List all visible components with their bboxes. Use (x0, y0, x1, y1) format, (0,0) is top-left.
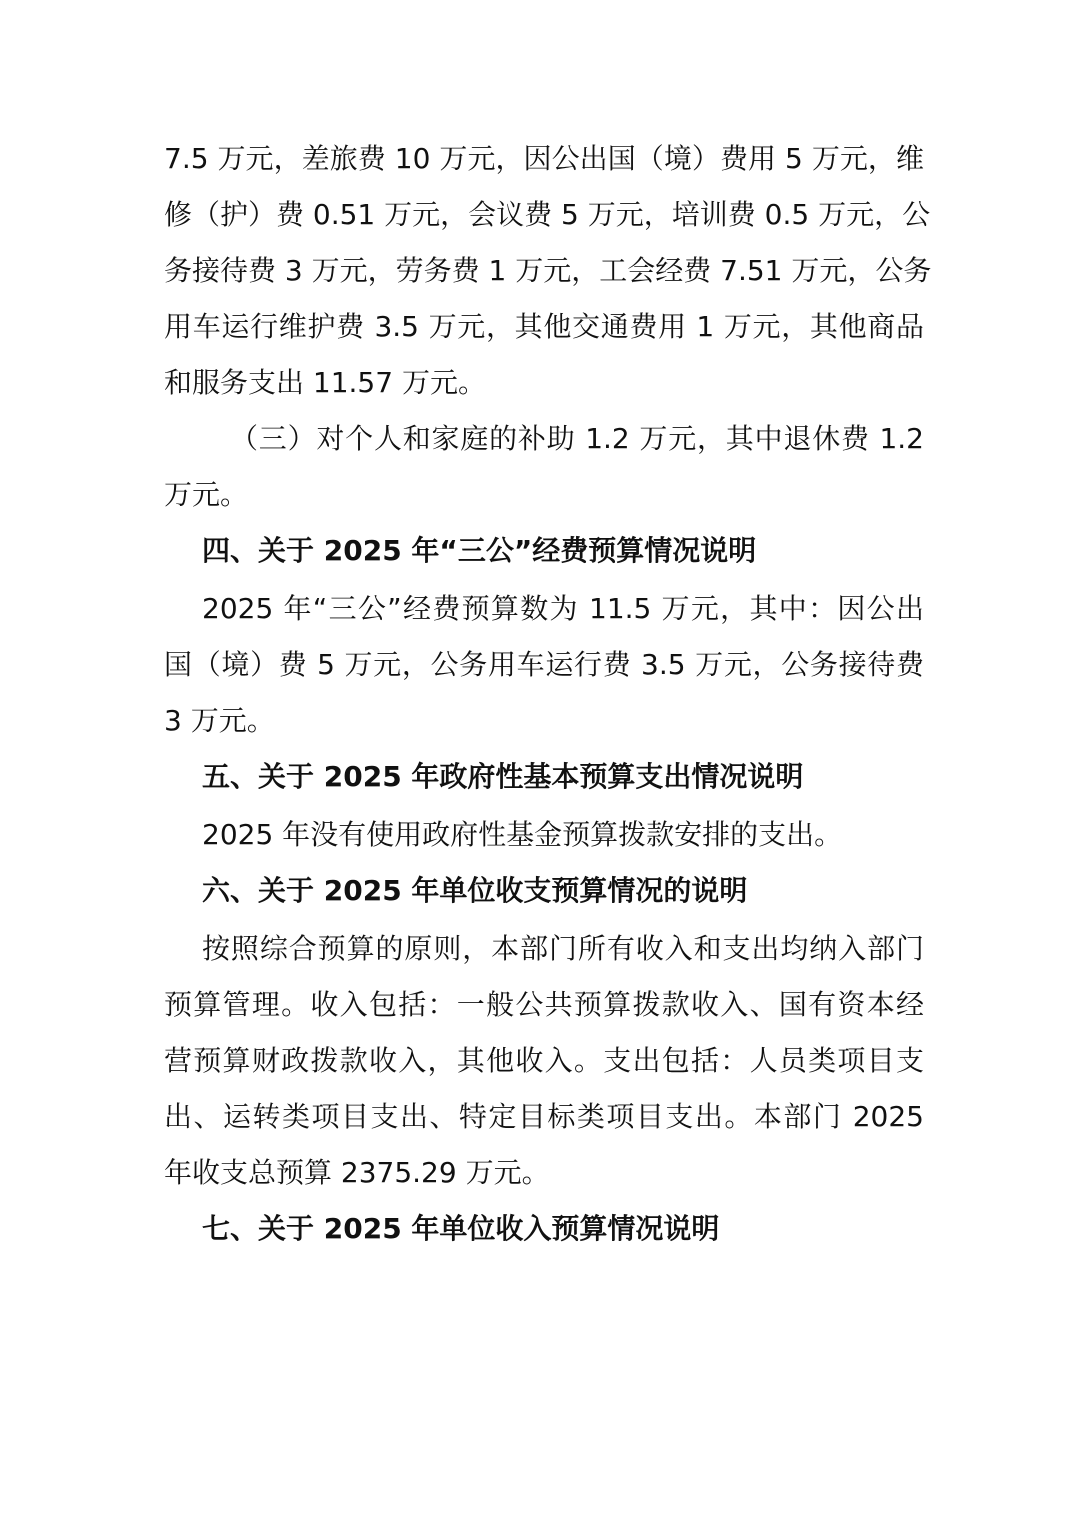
section-heading: 六、关于 2025 年单位收支预算情况的说明 (202, 874, 748, 907)
text-line: 修（护）费 0.51 万元，会议费 5 万元，培训费 0.5 万元，公 (164, 198, 931, 231)
text-line: 2025 年“三公”经费预算数为 11.5 万元，其中：因公出 (202, 592, 924, 625)
text-line: 万元。 (164, 478, 249, 511)
section-heading: 七、关于 2025 年单位收入预算情况说明 (202, 1212, 720, 1245)
text-line: 用车运行维护费 3.5 万元，其他交通费用 1 万元，其他商品 (164, 310, 924, 343)
text-line: 按照综合预算的原则，本部门所有收入和支出均纳入部门 (202, 932, 924, 965)
text-line: （三）对个人和家庭的补助 1.2 万元，其中退休费 1.2 (230, 422, 924, 455)
text-line: 预算管理。收入包括：一般公共预算拨款收入、国有资本经 (164, 988, 924, 1021)
text-line: 2025 年没有使用政府性基金预算拨款安排的支出。 (202, 818, 843, 851)
text-line: 营预算财政拨款收入，其他收入。支出包括：人员类项目支 (164, 1044, 924, 1077)
text-line: 3 万元。 (164, 704, 275, 737)
text-line: 出、运转类项目支出、特定目标类项目支出。本部门 2025 (164, 1100, 924, 1133)
text-line: 7.5 万元，差旅费 10 万元，因公出国（境）费用 5 万元，维 (164, 142, 924, 175)
text-line: 和服务支出 11.57 万元。 (164, 366, 486, 399)
text-line: 务接待费 3 万元，劳务费 1 万元，工会经费 7.51 万元，公务 (164, 254, 932, 287)
section-heading: 四、关于 2025 年“三公”经费预算情况说明 (202, 534, 757, 567)
text-line: 国（境）费 5 万元，公务用车运行费 3.5 万元，公务接待费 (164, 648, 924, 681)
text-line: 年收支总预算 2375.29 万元。 (164, 1156, 550, 1189)
section-heading: 五、关于 2025 年政府性基本预算支出情况说明 (202, 760, 804, 793)
